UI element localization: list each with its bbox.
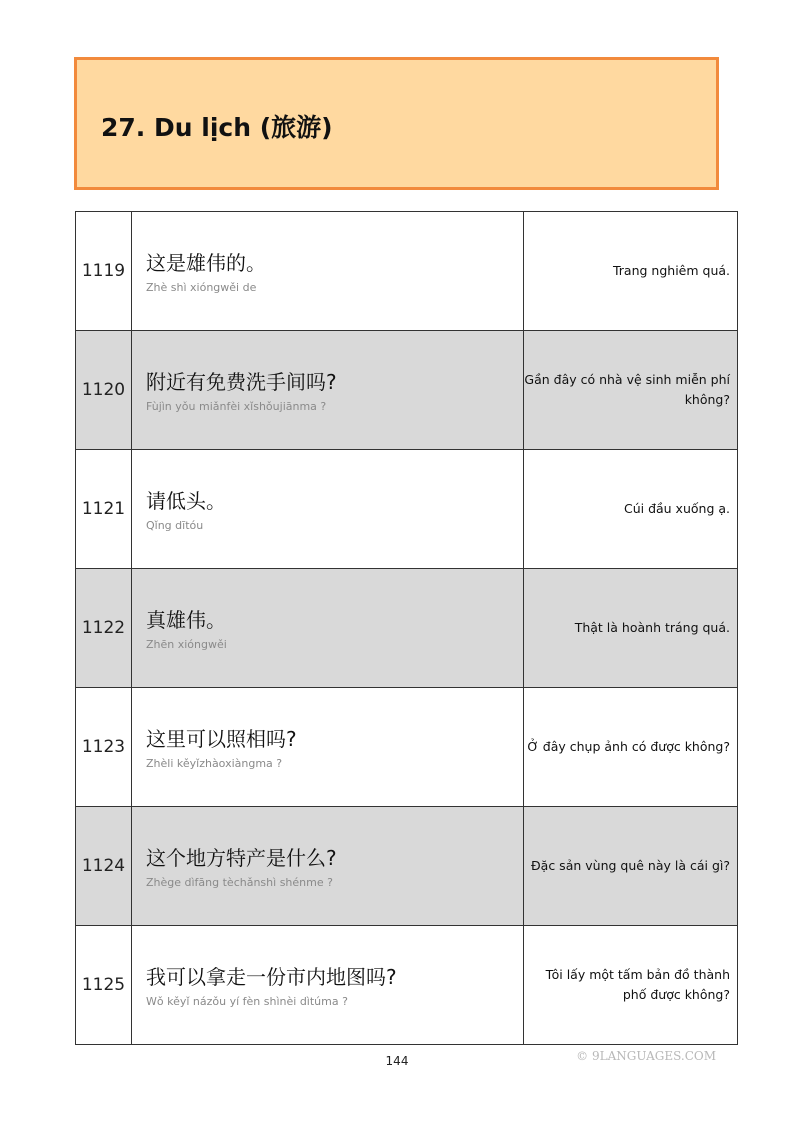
pinyin-text: Qǐng dītóu (146, 518, 204, 532)
chinese-cell (132, 688, 524, 807)
pinyin-text: Zhège dìfāng tèchǎnshì shénme ? (146, 875, 333, 889)
chinese-text: 这是雄伟的。 (146, 250, 266, 275)
page-number: 144 (385, 1054, 409, 1068)
chinese-cell (132, 569, 524, 688)
table-row (76, 807, 738, 926)
chinese-cell (132, 926, 524, 1045)
phrase-number: 1119 (76, 212, 132, 331)
section-title: 27. Du lịch (旅游) (101, 113, 333, 142)
phrase-number: 1123 (76, 688, 132, 807)
phrase-number: 1125 (76, 926, 132, 1045)
copyright-watermark: © 9LANGUAGES.COM (576, 1049, 716, 1063)
vietnamese-text: Cúi đầu xuống ạ. (524, 450, 738, 569)
vietnamese-text: Thật là hoành tráng quá. (524, 569, 738, 688)
pinyin-text: Wǒ kěyǐ názǒu yí fèn shìnèi dìtúma ? (146, 994, 348, 1008)
table-row (76, 212, 738, 331)
chinese-text: 这里可以照相吗? (146, 726, 297, 751)
chinese-cell (132, 331, 524, 450)
table-row (76, 569, 738, 688)
table-row (76, 688, 738, 807)
chinese-cell (132, 450, 524, 569)
chinese-text: 请低头。 (146, 488, 226, 513)
chinese-text: 附近有免费洗手间吗? (146, 369, 337, 394)
pinyin-text: Zhēn xióngwěi (146, 637, 227, 651)
chinese-cell (132, 807, 524, 926)
chinese-cell (132, 212, 524, 331)
pinyin-text: Fùjìn yǒu miǎnfèi xǐshǒujiānma ? (146, 399, 327, 413)
table-row (76, 450, 738, 569)
phrase-table (75, 211, 738, 1045)
chinese-text: 我可以拿走一份市内地图吗? (146, 964, 397, 989)
phrase-number: 1122 (76, 569, 132, 688)
phrase-number: 1121 (76, 450, 132, 569)
vietnamese-text: Ở đây chụp ảnh có được không? (524, 688, 738, 807)
pinyin-text: Zhè shì xióngwěi de (146, 280, 257, 294)
phrase-number: 1120 (76, 331, 132, 450)
chinese-text: 这个地方特产是什么? (146, 845, 337, 870)
phrase-number: 1124 (76, 807, 132, 926)
pinyin-text: Zhèli kěyǐzhàoxiàngma ? (146, 756, 283, 770)
chinese-text: 真雄伟。 (146, 607, 226, 632)
table-row (76, 926, 738, 1045)
vietnamese-text: Gần đây có nhà vệ sinh miễn phí không? (524, 331, 738, 450)
table-row (76, 331, 738, 450)
section-title-box (74, 57, 719, 190)
vietnamese-text: Đặc sản vùng quê này là cái gì? (524, 807, 738, 926)
vietnamese-text: Trang nghiêm quá. (524, 212, 738, 331)
vietnamese-text: Tôi lấy một tấm bản đồ thành phố được không? (524, 926, 738, 1045)
